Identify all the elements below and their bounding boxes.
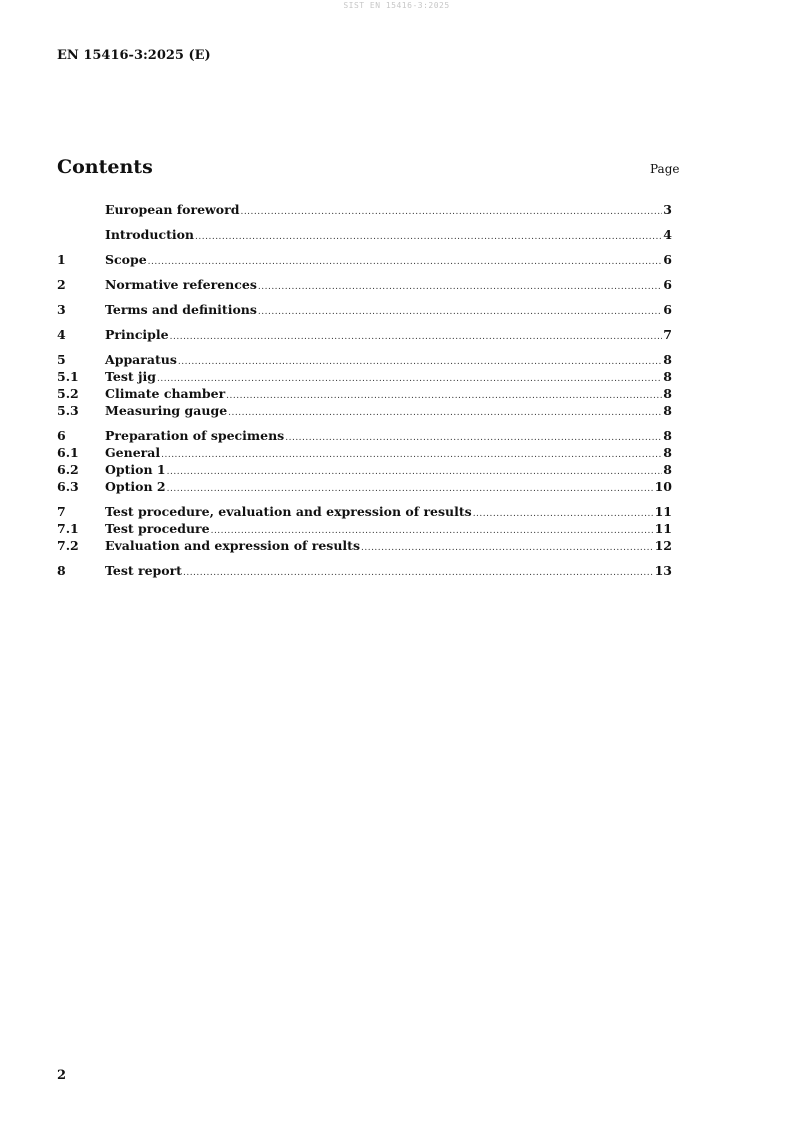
toc-number: 4: [57, 327, 66, 342]
toc-entry-test-jig[interactable]: [57, 368, 672, 385]
toc-page-number: 11: [654, 521, 672, 536]
toc-dot-leader: [148, 254, 663, 271]
toc-entry-general[interactable]: [57, 444, 672, 461]
toc-page-number: 8: [663, 386, 672, 401]
toc-page-number: 13: [654, 563, 672, 578]
toc-number: 5: [57, 352, 66, 367]
toc-page-number: 8: [663, 462, 672, 477]
toc-dot-leader: [170, 329, 663, 346]
toc-entry-test-procedure[interactable]: [57, 520, 672, 537]
toc-page-number: 11: [654, 504, 672, 519]
toc-dot-leader: [195, 229, 662, 246]
toc-page-number: 7: [663, 327, 672, 342]
page-column-label: Page: [650, 162, 680, 176]
toc-entry-principle[interactable]: [57, 326, 672, 343]
toc-page-number: 8: [663, 369, 672, 384]
toc-dot-leader: [228, 405, 662, 422]
toc-title: Apparatus: [105, 352, 177, 367]
toc-title: Option 1: [105, 462, 166, 477]
toc-title: General: [105, 445, 161, 460]
watermark: SIST EN 15416-3:2025: [343, 1, 450, 10]
toc-page-number: 8: [663, 352, 672, 367]
table-of-contents: [57, 201, 672, 579]
toc-entry-test-procedure-evaluation[interactable]: [57, 503, 672, 520]
toc-page-number: 6: [663, 302, 672, 317]
toc-page-number: 8: [663, 428, 672, 443]
toc-title: Terms and definitions: [105, 302, 257, 317]
toc-entry-evaluation-and-expression[interactable]: [57, 537, 672, 554]
toc-number: 1: [57, 252, 66, 267]
toc-number: 7: [57, 504, 66, 519]
toc-page-number: 10: [654, 479, 672, 494]
toc-dot-leader: [157, 371, 662, 388]
toc-title: Introduction: [105, 227, 195, 242]
toc-page-number: 4: [663, 227, 672, 242]
toc-title: European foreword: [105, 202, 240, 217]
toc-title: Evaluation and expression of results: [105, 538, 360, 553]
toc-entry-test-report[interactable]: [57, 562, 672, 579]
toc-dot-leader: [258, 304, 662, 321]
toc-dot-leader: [226, 388, 662, 405]
toc-number: 5.2: [57, 386, 79, 401]
toc-entry-option-1[interactable]: [57, 461, 672, 478]
toc-number: 8: [57, 563, 66, 578]
toc-title: Measuring gauge: [105, 403, 228, 418]
toc-number: 7.1: [57, 521, 79, 536]
toc-entry-apparatus[interactable]: [57, 351, 672, 368]
footer-page-number: 2: [57, 1068, 67, 1083]
toc-dot-leader: [161, 447, 662, 464]
toc-title: Normative references: [105, 277, 257, 292]
toc-title: Test procedure, evaluation and expression of results: [105, 504, 472, 519]
toc-number: 6.2: [57, 462, 79, 477]
toc-title: Test jig: [105, 369, 156, 384]
toc-dot-leader: [183, 565, 654, 582]
toc-dot-leader: [167, 481, 654, 498]
toc-page-number: 12: [654, 538, 672, 553]
contents-title: Contents: [57, 156, 153, 178]
toc-title: Test procedure: [105, 521, 210, 536]
toc-number: 7.2: [57, 538, 79, 553]
toc-number: 5.3: [57, 403, 79, 418]
toc-number: 6.3: [57, 479, 79, 494]
toc-entry-climate-chamber[interactable]: [57, 385, 672, 402]
toc-dot-leader: [167, 464, 663, 481]
toc-entry-european-foreword[interactable]: [57, 201, 672, 218]
toc-number: 5.1: [57, 369, 79, 384]
toc-entry-normative-references[interactable]: [57, 276, 672, 293]
toc-entry-measuring-gauge[interactable]: [57, 402, 672, 419]
document-id: EN 15416-3:2025 (E): [57, 48, 211, 63]
toc-dot-leader: [361, 540, 654, 557]
toc-page-number: 8: [663, 403, 672, 418]
toc-number: 2: [57, 277, 66, 292]
toc-title: Climate chamber: [105, 386, 226, 401]
toc-title: Preparation of specimens: [105, 428, 285, 443]
toc-number: 3: [57, 302, 66, 317]
toc-dot-leader: [258, 279, 662, 296]
toc-number: 6: [57, 428, 66, 443]
toc-dot-leader: [473, 506, 654, 523]
toc-entry-terms-and-definitions[interactable]: [57, 301, 672, 318]
toc-page-number: 3: [663, 202, 672, 217]
toc-page-number: 8: [663, 445, 672, 460]
toc-title: Test report: [105, 563, 182, 578]
toc-entry-preparation-of-specimens[interactable]: [57, 427, 672, 444]
toc-entry-scope[interactable]: [57, 251, 672, 268]
toc-number: 6.1: [57, 445, 79, 460]
toc-dot-leader: [285, 430, 662, 447]
toc-page-number: 6: [663, 277, 672, 292]
toc-dot-leader: [178, 354, 662, 371]
toc-entry-option-2[interactable]: [57, 478, 672, 495]
toc-dot-leader: [240, 204, 662, 221]
toc-title: Principle: [105, 327, 169, 342]
toc-title: Scope: [105, 252, 147, 267]
toc-page-number: 6: [663, 252, 672, 267]
toc-title: Option 2: [105, 479, 166, 494]
toc-entry-introduction[interactable]: [57, 226, 672, 243]
